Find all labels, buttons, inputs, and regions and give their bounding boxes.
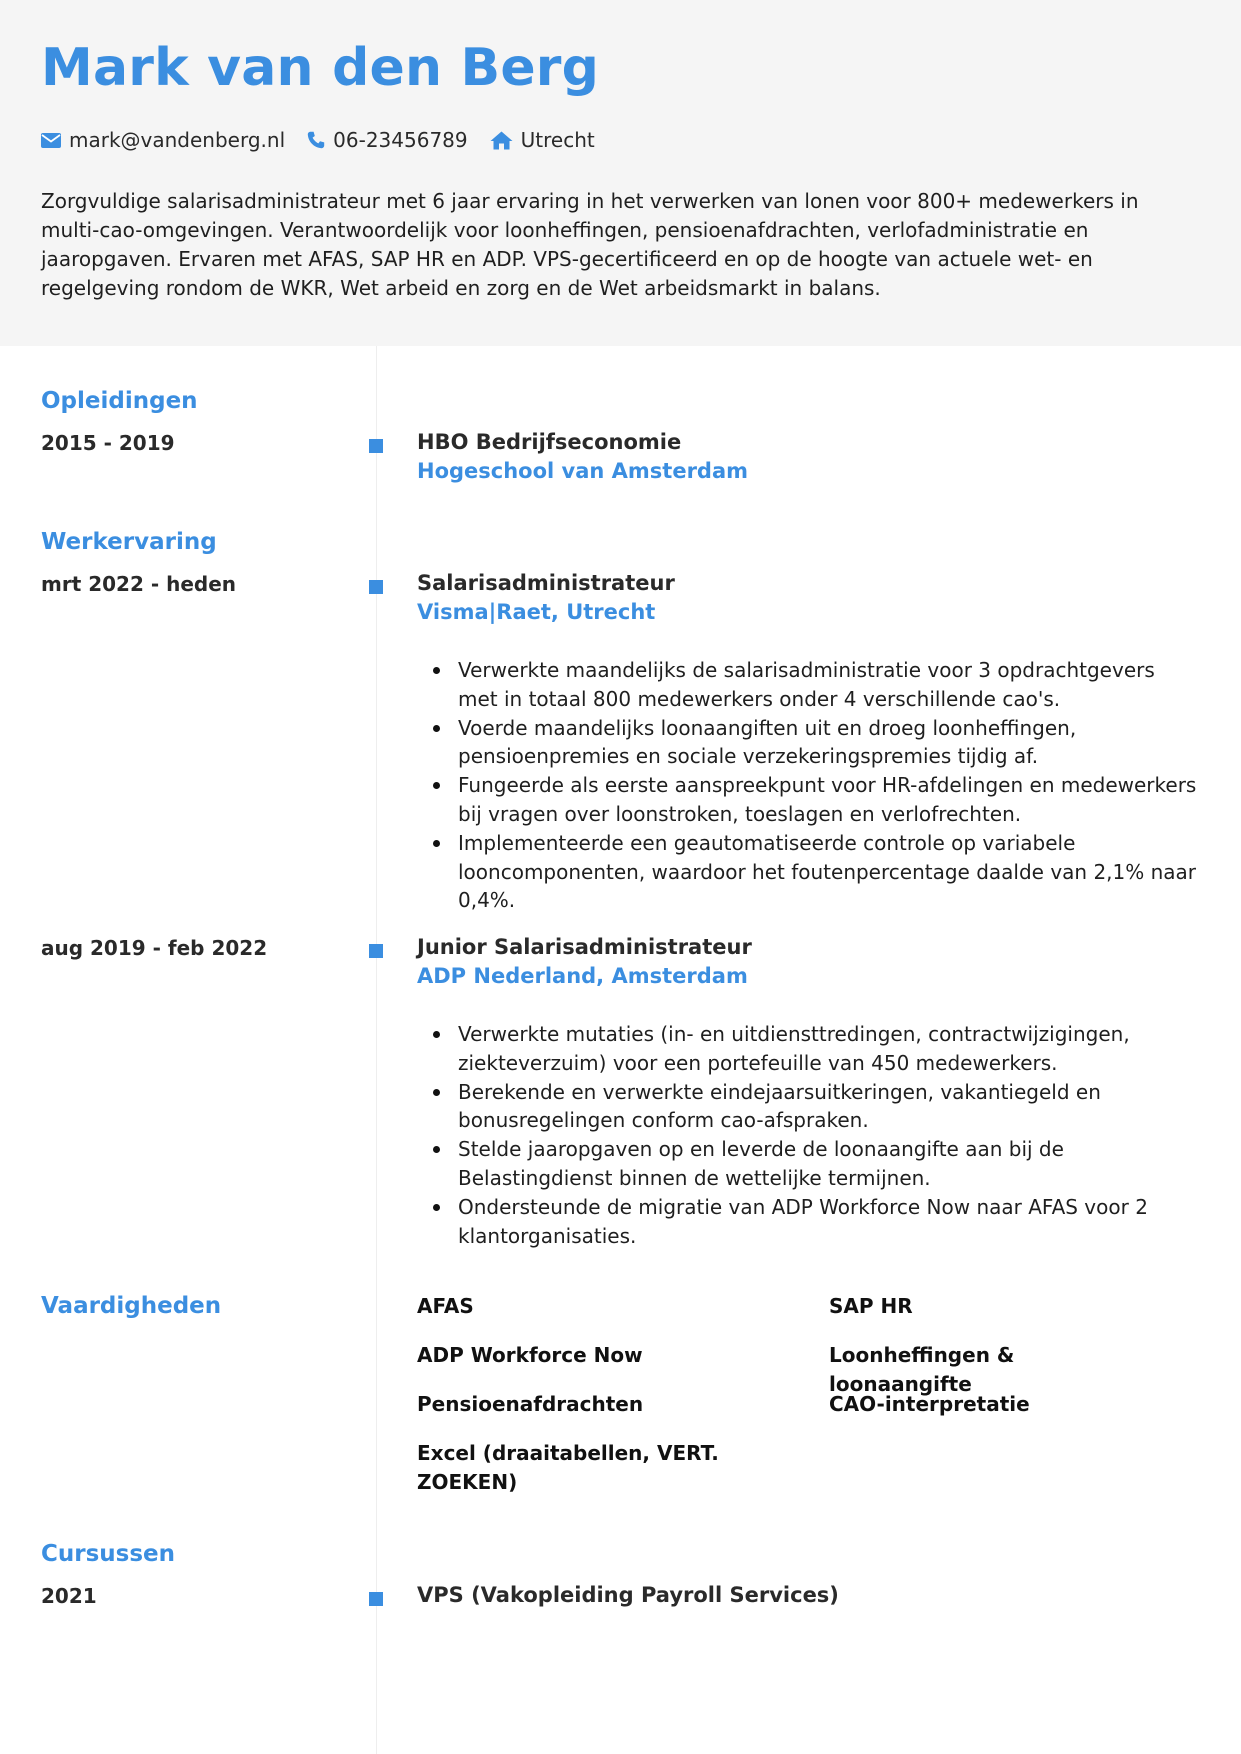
candidate-name: Mark van den Berg (41, 38, 600, 98)
list-item: Stelde jaaropgaven op en leverde de loonaangifte aan bij de Belastingdienst binnen de wettelijke termijnen. (417, 1135, 1197, 1193)
list-item: Verwerkte mutaties (in- en uitdiensttredingen, contractwijzigingen, ziekteverzuim) voor een portefeuille van 450 medewerkers. (417, 1020, 1197, 1078)
list-item: Verwerkte maandelijks de salarisadministratie voor 3 opdrachtgevers met in totaal 800 medewerkers onder 4 verschillende cao's. (417, 656, 1197, 714)
phone-icon (307, 131, 325, 149)
timeline-marker (369, 439, 383, 453)
skill-item: Excel (draaitabellen, VERT. ZOEKEN) (417, 1441, 719, 1494)
contact-phone (307, 128, 467, 152)
list-item: Implementeerde een geautomatiseerde controle op variabele looncomponenten, waardoor het foutenpercentage daalde van 2,1% naar 0,4%. (417, 829, 1197, 915)
timeline-marker (369, 580, 383, 594)
courses-heading: Cursussen (41, 1541, 176, 1567)
list-item: Voerde maandelijks loonaangiften uit en droeg loonheffingen, pensioenpremies en sociale verzekeringspremies tijdig af. (417, 714, 1197, 772)
experience-heading: Werkervaring (41, 529, 217, 555)
timeline-divider (376, 346, 377, 1754)
header (0, 0, 1241, 346)
education-date: 2015 - 2019 (41, 431, 175, 455)
job-1-company: Visma|Raet, Utrecht (417, 600, 656, 624)
course-date: 2021 (41, 1584, 97, 1608)
timeline-marker (369, 1592, 383, 1606)
job-1-responsibilities (417, 656, 1197, 915)
skill-item: AFAS (417, 1294, 474, 1318)
list-item: Ondersteunde de migratie van ADP Workforce Now naar AFAS voor 2 klantorganisaties. (417, 1193, 1197, 1251)
contact-info (41, 128, 617, 152)
skill-item: CAO-interpretatie (829, 1392, 1030, 1416)
email-text: mark@vandenberg.nl (69, 128, 286, 152)
skill-item: SAP HR (829, 1294, 913, 1318)
home-icon (490, 131, 513, 150)
job-2-date: aug 2019 - feb 2022 (41, 936, 268, 960)
list-item: Fungeerde als eerste aanspreekpunt voor HR-afdelingen en medewerkers bij vragen over loonstroken, toeslagen en verlofrechten. (417, 771, 1197, 829)
course-title: VPS (Vakopleiding Payroll Services) (417, 1583, 839, 1607)
education-degree: HBO Bedrijfseconomie (417, 430, 682, 454)
contact-city (490, 128, 595, 152)
skill-item: Pensioenafdrachten (417, 1392, 644, 1416)
phone-text: 06-23456789 (333, 128, 468, 152)
city-text: Utrecht (520, 128, 595, 152)
envelope-icon (41, 133, 61, 148)
timeline-marker (369, 944, 383, 958)
profile-summary: Zorgvuldige salarisadministrateur met 6 jaar ervaring in het verwerken van lonen voor 800+ medewerkers in multi-cao-omgevingen. Verantwoordelijk voor loonheffingen, pensioenafdrachten, verlofadministratie en jaaropgaven. Ervaren met AFAS, SAP HR en ADP. VPS-gecertificeerd en op de hoogte van actuele wet- en regelgeving rondom de WKR, Wet arbeid en zorg en de Wet arbeidsmarkt in balans. (41, 189, 1139, 300)
contact-email (41, 128, 285, 152)
education-heading: Opleidingen (41, 388, 198, 414)
skill-item: ADP Workforce Now (417, 1343, 643, 1367)
job-1-title: Salarisadministrateur (417, 571, 675, 595)
education-institution: Hogeschool van Amsterdam (417, 459, 749, 483)
job-2-company: ADP Nederland, Amsterdam (417, 964, 748, 988)
job-2-title: Junior Salarisadministrateur (417, 935, 752, 959)
skill-item: Loonheffingen & loonaangifte (829, 1343, 1015, 1396)
skills-heading: Vaardigheden (41, 1293, 222, 1319)
list-item: Berekende en verwerkte eindejaarsuitkeringen, vakantiegeld en bonusregelingen conform cao-afspraken. (417, 1078, 1197, 1136)
job-1-date: mrt 2022 - heden (41, 572, 237, 596)
job-2-responsibilities (417, 1020, 1197, 1250)
